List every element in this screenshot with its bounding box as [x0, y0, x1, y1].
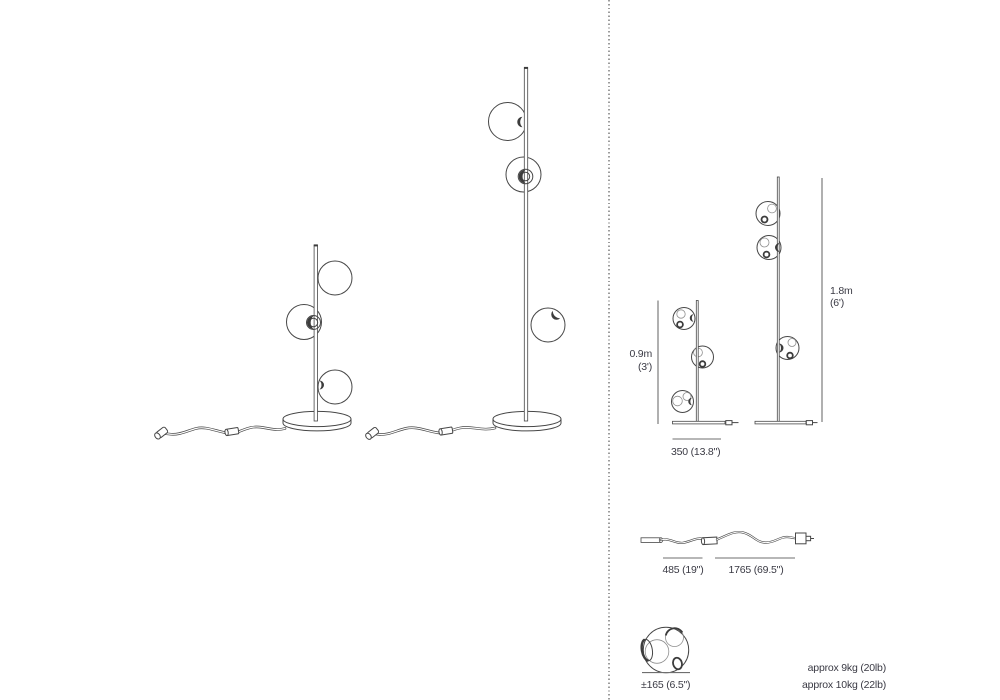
label-weight-small: approx 9kg (20lb): [807, 662, 886, 674]
cable-plug-icon: [796, 533, 815, 544]
cable-switch-icon: [701, 537, 717, 545]
lamp-small-rod-cap: [314, 244, 318, 246]
label-cable-length-1: 485 (19"): [662, 564, 704, 576]
diagram-small-spheres: [672, 308, 714, 413]
cable-tube: [641, 538, 661, 543]
label-small-height-m: 0.9m: [629, 348, 652, 360]
label-small-height-ft: (3'): [637, 360, 652, 373]
label-base-width: 350 (13.8"): [671, 446, 721, 458]
diagram-small-rod: [696, 301, 698, 423]
label-cable-length-2: 1765 (69.5"): [728, 564, 784, 576]
lamp-small-plug-icon: [153, 426, 168, 440]
lamp-small-rod: [314, 245, 317, 421]
lamp-small-inline-switch: [224, 427, 238, 435]
diagram-small-base: [673, 421, 739, 425]
lamp-drawing-large: [364, 67, 565, 441]
cable-dimension-diagram: [641, 532, 814, 558]
lamp-large-rod-cap: [524, 67, 528, 69]
lamp-large-plug-icon: [364, 427, 379, 441]
label-weight-tall: approx 10kg (22lb): [802, 679, 886, 691]
lamp-large-cable: [374, 427, 495, 434]
label-tall-height-ft: (6'): [830, 297, 845, 309]
label-tall-height-m: 1.8m: [830, 284, 853, 297]
sphere-detail-diagram: [640, 627, 690, 672]
lamp-large-inline-switch: [438, 427, 452, 435]
diagram-tall-base: [755, 421, 818, 425]
dimension-diagram-small: [658, 301, 739, 440]
diagram-tall-rod: [777, 177, 779, 422]
lamp-drawing-small: [153, 244, 352, 440]
lamp-small-spheres: [287, 261, 353, 404]
lamp-small-cable: [164, 427, 286, 434]
label-sphere-diameter: ±165 (6.5"): [641, 679, 691, 691]
lamp-large-rod: [524, 68, 527, 422]
dimension-diagram-tall: [755, 177, 822, 425]
